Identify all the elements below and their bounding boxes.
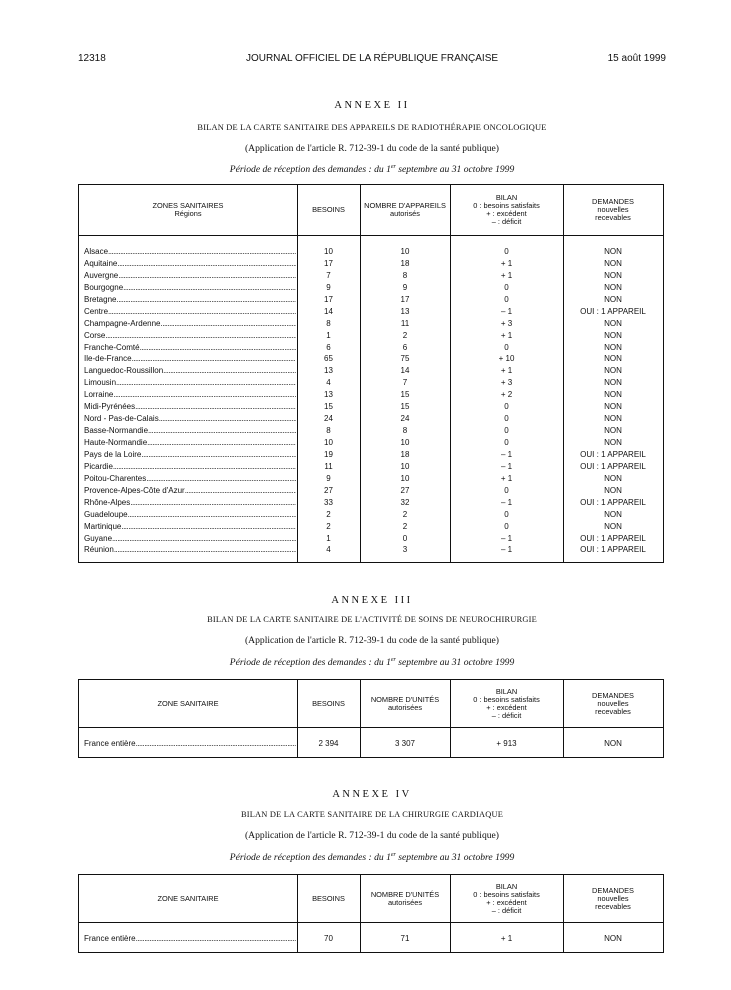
table-row <box>79 437 663 449</box>
header-bilan-legend-minus: – : déficit <box>491 905 522 915</box>
cell-bilan: – 1 <box>500 461 513 471</box>
period-text: Période de réception des demandes : du 1 <box>229 852 391 863</box>
cell-bilan: – 1 <box>500 449 513 459</box>
zone-name: Guadeloupe ..... <box>84 509 296 521</box>
cell-nombre: 10 <box>400 438 410 447</box>
header-bilan-legend-0: 0 : besoins satisfaits <box>473 694 540 704</box>
cell-besoins: 8 <box>326 318 331 328</box>
cell-besoins: 9 <box>326 282 331 292</box>
cell-nombre: 2 <box>402 330 408 340</box>
cell-bilan: 0 <box>504 342 509 352</box>
header-bilan <box>450 680 563 727</box>
zone-name: Guyane ..... <box>84 533 296 545</box>
header-demandes-sublabel: nouvelles <box>597 205 629 214</box>
cell-besoins: 17 <box>324 258 333 268</box>
annex-4-period <box>78 852 666 863</box>
cell-demandes: NON <box>604 330 622 340</box>
zone-name: Pays de la Loire ..... <box>84 449 296 461</box>
cell-bilan: 0 <box>504 426 509 436</box>
annex-3-period <box>78 657 666 668</box>
period-text-end: septembre au 31 octobre 1999 <box>395 164 515 175</box>
table-row <box>79 389 663 401</box>
cell-nombre: 2 <box>402 521 408 531</box>
cell-nombre: 18 <box>400 449 410 459</box>
header-nombre-label: NOMBRE D'APPAREILS <box>364 201 446 210</box>
cell-besoins: 1 <box>326 533 331 543</box>
header-bilan-label: BILAN <box>495 881 518 891</box>
annex-2-application: (Application de l'article R. 712-39-1 du code de la santé publique) <box>244 143 500 154</box>
cell-demandes: NON <box>604 247 622 256</box>
cell-besoins: 9 <box>326 473 331 483</box>
annex-3-heading: ANNEXE III <box>331 595 413 606</box>
table-row <box>79 509 663 521</box>
header-zone <box>79 680 297 727</box>
journal-title: JOURNAL OFFICIEL DE LA RÉPUBLIQUE FRANÇAISE <box>245 53 499 64</box>
cell-bilan: – 1 <box>500 306 513 316</box>
cell-besoins: 24 <box>324 414 333 424</box>
cell-demandes: NON <box>604 258 622 268</box>
table-row <box>79 461 663 473</box>
zone-name: Bretagne ..... <box>84 294 296 306</box>
annex-4-table <box>78 874 664 953</box>
header-zone <box>79 185 297 235</box>
header-bilan-legend-minus: – : déficit <box>491 710 522 720</box>
publication-date: 15 août 1999 <box>607 53 666 64</box>
cell-bilan: 0 <box>504 247 509 256</box>
cell-besoins: 7 <box>326 270 331 280</box>
zone-name: Picardie ..... <box>84 461 296 473</box>
cell-demandes: NON <box>604 521 622 531</box>
table-row <box>79 270 663 282</box>
table-row <box>79 521 663 533</box>
cell-nombre: 8 <box>402 426 408 436</box>
table-row <box>79 544 663 556</box>
cell-bilan: 0 <box>504 282 509 292</box>
cell-besoins: 4 <box>326 378 331 388</box>
cell-besoins: 1 <box>326 330 331 340</box>
header-demandes-label: DEMANDES <box>592 690 634 700</box>
cell-besoins: 14 <box>324 306 333 316</box>
zone-name: Réunion ..... <box>84 544 296 556</box>
period-text: Période de réception des demandes : du 1 <box>229 657 391 668</box>
annex-4-title: BILAN DE LA CARTE SANITAIRE DE LA CHIRURGIE CARDIAQUE <box>240 810 504 819</box>
period-superscript: er <box>390 656 396 663</box>
cell-bilan: – 1 <box>500 533 513 543</box>
period-text: Période de réception des demandes : du 1 <box>229 164 391 175</box>
cell-besoins: 10 <box>324 247 333 256</box>
period-superscript: er <box>390 163 396 170</box>
cell-bilan: 0 <box>504 485 509 495</box>
table-row <box>79 533 663 545</box>
annex-2-table <box>78 184 664 563</box>
cell-demandes: NON <box>604 342 622 352</box>
cell-bilan: + 1 <box>500 258 513 268</box>
header-nombre-label: NOMBRE D'UNITÉS <box>370 694 440 704</box>
zone-name: Limousin ..... <box>84 377 296 389</box>
cell-besoins: 11 <box>324 461 333 471</box>
annex-3-application: (Application de l'article R. 712-39-1 du code de la santé publique) <box>244 635 500 646</box>
page-header <box>78 53 666 67</box>
cell-besoins: 27 <box>324 485 333 495</box>
header-nombre <box>360 185 450 235</box>
cell-nombre: 15 <box>400 390 410 400</box>
cell-besoins: 4 <box>326 545 331 555</box>
zone-name: Franche-Comté ..... <box>84 342 296 354</box>
cell-bilan: + 1 <box>500 473 513 483</box>
cell-demandes: OUI : 1 APPAREIL <box>580 497 646 507</box>
cell-nombre: 10 <box>400 247 410 256</box>
cell-bilan: + 1 <box>500 330 513 340</box>
header-demandes-label: DEMANDES <box>592 885 634 895</box>
zone-name: Ile-de-France ..... <box>84 353 296 365</box>
header-besoins-label: BESOINS <box>312 893 345 903</box>
cell-bilan: + 3 <box>500 378 513 388</box>
table-row <box>79 497 663 509</box>
cell-nombre: 10 <box>400 473 410 483</box>
header-bilan-legend-plus: + : excédent <box>486 209 527 218</box>
header-demandes-sublabel-2: recevables <box>595 706 631 716</box>
zone-name: Nord - Pas-de-Calais ..... <box>84 413 296 425</box>
table-row <box>79 318 663 330</box>
cell-besoins: 2 <box>326 521 331 531</box>
header-zone-label: ZONE SANITAIRE <box>157 698 219 708</box>
annex-2-rows <box>79 246 663 556</box>
cell-bilan: 0 <box>504 294 509 304</box>
cell-nombre: 0 <box>402 533 408 543</box>
cell-bilan: 0 <box>504 414 509 424</box>
cell-demandes: OUI : 1 APPAREIL <box>580 449 646 459</box>
cell-nombre: 3 307 <box>394 739 416 748</box>
table-row <box>79 413 663 425</box>
zone-name: Centre ..... <box>84 306 296 318</box>
header-bilan-label: BILAN <box>495 193 518 202</box>
annex-2-heading: ANNEXE II <box>334 100 410 111</box>
header-bilan <box>450 185 563 235</box>
zone-name: Martinique ..... <box>84 521 296 533</box>
header-zone-label: ZONE SANITAIRE <box>157 893 219 903</box>
header-demandes <box>563 680 663 727</box>
cell-nombre: 32 <box>400 497 410 507</box>
cell-besoins: 6 <box>326 342 331 352</box>
cell-besoins: 19 <box>324 449 333 459</box>
cell-demandes: NON <box>604 414 622 424</box>
table-row <box>79 401 663 413</box>
cell-demandes: NON <box>604 485 622 495</box>
zone-name: Bourgogne ..... <box>84 282 296 294</box>
table-row <box>79 246 663 258</box>
cell-nombre: 10 <box>400 461 410 471</box>
table-row <box>79 738 663 750</box>
header-bilan-legend-plus: + : excédent <box>486 702 527 712</box>
header-bilan-label: BILAN <box>495 686 518 696</box>
header-bilan-legend-0: 0 : besoins satisfaits <box>473 201 540 210</box>
header-demandes-label: DEMANDES <box>592 197 634 206</box>
header-bilan-legend-minus: – : déficit <box>491 217 522 226</box>
header-nombre-sublabel: autorisées <box>387 702 423 712</box>
cell-nombre: 24 <box>400 414 410 424</box>
cell-demandes: NON <box>604 509 622 519</box>
cell-nombre: 27 <box>400 485 410 495</box>
header-nombre-sublabel: autorisés <box>390 209 420 218</box>
cell-demandes: NON <box>604 402 622 412</box>
cell-demandes: NON <box>604 473 622 483</box>
cell-besoins: 33 <box>324 497 333 507</box>
table-row <box>79 282 663 294</box>
cell-besoins: 17 <box>324 294 333 304</box>
cell-besoins: 13 <box>324 390 333 400</box>
cell-nombre: 11 <box>400 318 410 328</box>
period-text-end: septembre au 31 octobre 1999 <box>395 852 515 863</box>
cell-demandes: OUI : 1 APPAREIL <box>580 545 646 555</box>
cell-nombre: 9 <box>402 282 408 292</box>
cell-demandes: NON <box>604 390 622 400</box>
zone-name: Languedoc-Roussillon ..... <box>84 365 296 377</box>
cell-bilan: + 1 <box>500 270 513 280</box>
header-besoins <box>297 680 360 727</box>
cell-demandes: NON <box>604 426 622 436</box>
table-row <box>79 294 663 306</box>
header-zone <box>79 875 297 922</box>
cell-demandes: NON <box>604 366 622 376</box>
header-bilan-legend-plus: + : excédent <box>486 897 527 907</box>
cell-besoins: 8 <box>326 426 331 436</box>
cell-nombre: 8 <box>402 270 408 280</box>
annex-3-rows <box>79 738 663 750</box>
annex-4-application: (Application de l'article R. 712-39-1 du code de la santé publique) <box>244 830 500 841</box>
table-row <box>79 473 663 485</box>
header-bilan <box>450 875 563 922</box>
table-row <box>79 353 663 365</box>
zone-name: France entière ..... <box>84 933 296 945</box>
cell-demandes: OUI : 1 APPAREIL <box>580 461 646 471</box>
zone-name: Champagne-Ardenne ..... <box>84 318 296 330</box>
cell-bilan: – 1 <box>500 545 513 555</box>
cell-nombre: 17 <box>400 294 410 304</box>
header-nombre-sublabel: autorisées <box>387 897 423 907</box>
header-demandes <box>563 875 663 922</box>
cell-bilan: 0 <box>504 521 509 531</box>
cell-demandes: NON <box>604 318 622 328</box>
annex-3-table <box>78 679 664 758</box>
zone-name: Rhône-Alpes ..... <box>84 497 296 509</box>
cell-nombre: 13 <box>400 306 410 316</box>
table-row <box>79 365 663 377</box>
annex-4-heading: ANNEXE IV <box>332 789 412 800</box>
annex-4-rows <box>79 933 663 945</box>
header-besoins <box>297 875 360 922</box>
cell-besoins: 10 <box>324 438 333 447</box>
cell-besoins: 2 394 <box>318 739 339 748</box>
cell-bilan: – 1 <box>500 497 513 507</box>
cell-bilan: + 2 <box>500 390 513 400</box>
header-zone-label: ZONES SANITAIRES <box>152 201 224 210</box>
cell-bilan: 0 <box>504 509 509 519</box>
zone-name: Corse ..... <box>84 330 296 342</box>
cell-besoins: 15 <box>324 402 333 412</box>
table-row <box>79 933 663 945</box>
cell-besoins: 13 <box>324 366 333 376</box>
cell-nombre: 3 <box>402 545 408 555</box>
header-demandes-sublabel-2: recevables <box>595 213 631 222</box>
zone-name: Haute-Normandie ..... <box>84 437 296 449</box>
cell-besoins: 2 <box>326 509 331 519</box>
cell-demandes: NON <box>604 739 622 748</box>
header-demandes-sublabel: nouvelles <box>597 893 629 903</box>
cell-nombre: 7 <box>402 378 408 388</box>
header-nombre-label: NOMBRE D'UNITÉS <box>370 889 440 899</box>
cell-demandes: NON <box>604 282 622 292</box>
zone-name: Aquitaine ..... <box>84 258 296 270</box>
cell-nombre: 15 <box>400 402 410 412</box>
zone-name: France entière ..... <box>84 738 296 750</box>
period-text-end: septembre au 31 octobre 1999 <box>395 657 515 668</box>
table-row <box>79 485 663 497</box>
header-zone-sublabel: Régions <box>174 209 202 218</box>
header-besoins-label: BESOINS <box>312 698 345 708</box>
cell-demandes: NON <box>604 438 622 447</box>
cell-bilan: + 913 <box>496 739 517 748</box>
zone-name: Basse-Normandie ..... <box>84 425 296 437</box>
cell-bilan: + 1 <box>500 934 513 943</box>
page-number: 12318 <box>78 53 106 64</box>
annex-3-title: BILAN DE LA CARTE SANITAIRE DE L'ACTIVITÉ DE SOINS DE NEUROCHIRURGIE <box>207 615 537 624</box>
table-row <box>79 306 663 318</box>
cell-nombre: 6 <box>402 342 408 352</box>
cell-nombre: 75 <box>400 354 410 364</box>
cell-bilan: + 1 <box>500 366 513 376</box>
header-demandes-sublabel: nouvelles <box>597 698 629 708</box>
header-besoins-label: BESOINS <box>312 205 345 214</box>
cell-bilan: + 3 <box>500 318 513 328</box>
zone-name: Poitou-Charentes ..... <box>84 473 296 485</box>
header-nombre <box>360 680 450 727</box>
cell-bilan: + 10 <box>498 354 515 364</box>
zone-name: Lorraine ..... <box>84 389 296 401</box>
annex-2-title: BILAN DE LA CARTE SANITAIRE DES APPAREILS DE RADIOTHÉRAPIE ONCOLOGIQUE <box>197 123 547 132</box>
header-demandes <box>563 185 663 235</box>
header-besoins <box>297 185 360 235</box>
table-row <box>79 330 663 342</box>
cell-bilan: 0 <box>504 402 509 412</box>
cell-demandes: NON <box>604 934 622 943</box>
header-bilan-legend-0: 0 : besoins satisfaits <box>473 889 540 899</box>
cell-nombre: 14 <box>400 366 410 376</box>
table-row <box>79 449 663 461</box>
header-nombre <box>360 875 450 922</box>
cell-nombre: 18 <box>400 258 410 268</box>
cell-demandes: OUI : 1 APPAREIL <box>580 533 646 543</box>
cell-nombre: 2 <box>402 509 408 519</box>
table-row <box>79 425 663 437</box>
cell-demandes: NON <box>604 378 622 388</box>
table-row <box>79 342 663 354</box>
cell-bilan: 0 <box>504 438 509 447</box>
cell-demandes: OUI : 1 APPAREIL <box>580 306 646 316</box>
table-row <box>79 258 663 270</box>
cell-besoins: 70 <box>324 934 333 943</box>
cell-demandes: NON <box>604 294 622 304</box>
table-row <box>79 377 663 389</box>
cell-demandes: NON <box>604 354 622 364</box>
header-demandes-sublabel-2: recevables <box>595 901 631 911</box>
annex-2-period <box>78 164 666 175</box>
cell-besoins: 65 <box>324 354 333 364</box>
cell-nombre: 71 <box>400 934 410 943</box>
zone-name: Midi-Pyrénées ..... <box>84 401 296 413</box>
period-superscript: er <box>390 851 396 858</box>
zone-name: Auvergne ..... <box>84 270 296 282</box>
zone-name: Provence-Alpes-Côte d'Azur ..... <box>84 485 296 497</box>
zone-name: Alsace ..... <box>84 246 296 258</box>
cell-demandes: NON <box>604 270 622 280</box>
